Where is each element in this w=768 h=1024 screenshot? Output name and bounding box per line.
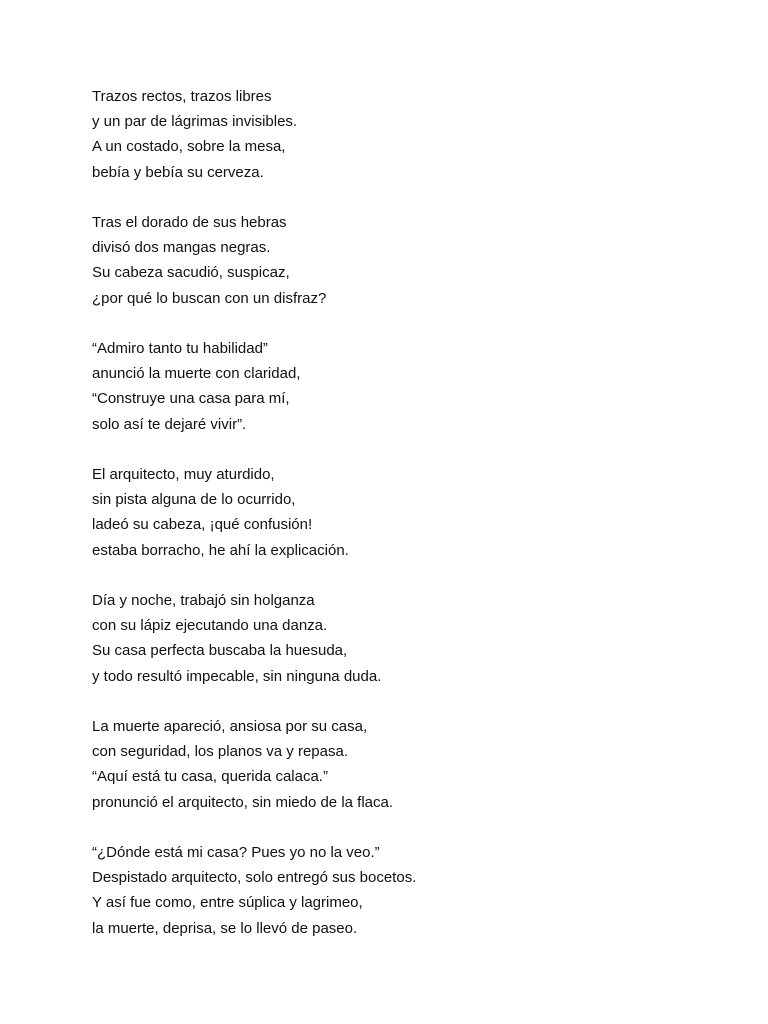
poem-line: Y así fue como, entre súplica y lagrimeo, — [92, 894, 363, 912]
poem-line: con su lápiz ejecutando una danza. — [92, 617, 328, 635]
poem-line: “Admiro tanto tu habilidad” — [92, 340, 268, 357]
poem-line: “¿Dónde está mi casa? Pues yo no la veo.” — [92, 844, 380, 861]
poem-body — [92, 84, 416, 966]
stanza-4 — [92, 462, 416, 563]
poem-line: y un par de lágrimas invisibles. — [92, 113, 298, 131]
poem-line: estaba borracho, he ahí la explicación. — [92, 541, 349, 559]
poem-line: pronunció el arquitecto, sin miedo de la flaca. — [92, 793, 394, 811]
poem-line: sin pista alguna de lo ocurrido, — [92, 491, 296, 509]
stanza-5 — [92, 588, 416, 689]
stanza-6 — [92, 714, 416, 815]
poem-line: La muerte apareció, ansiosa por su casa, — [92, 718, 368, 735]
poem-line: Su cabeza sacudió, suspicaz, — [92, 264, 290, 282]
poem-line: solo así te dejaré vivir”. — [92, 415, 247, 433]
poem-line: El arquitecto, muy aturdido, — [92, 466, 275, 483]
poem-line: Despistado arquitecto, solo entregó sus bocetos. — [92, 869, 417, 887]
poem-line: bebía y bebía su cerveza. — [92, 163, 264, 181]
stanza-1 — [92, 84, 416, 185]
poem-line: A un costado, sobre la mesa, — [92, 138, 286, 156]
poem-line: anunció la muerte con claridad, — [92, 365, 301, 383]
poem-line: divisó dos mangas negras. — [92, 239, 271, 257]
poem-line: con seguridad, los planos va y repasa. — [92, 743, 348, 761]
poem-line: la muerte, deprisa, se lo llevó de paseo. — [92, 919, 358, 937]
poem-line: Tras el dorado de sus hebras — [92, 214, 287, 231]
poem-line: y todo resultó impecable, sin ninguna duda. — [92, 667, 382, 685]
poem-line: ladeó su cabeza, ¡qué confusión! — [92, 516, 313, 534]
poem-line: “Aquí está tu casa, querida calaca.” — [92, 768, 328, 786]
poem-line: “Construye una casa para mí, — [92, 390, 290, 408]
poem-line: Día y noche, trabajó sin holganza — [92, 592, 315, 609]
poem-line: Su casa perfecta buscaba la huesuda, — [92, 642, 348, 660]
stanza-7 — [92, 840, 416, 941]
stanza-2 — [92, 210, 416, 311]
stanza-3 — [92, 336, 416, 437]
poem-line: Trazos rectos, trazos libres — [92, 88, 272, 105]
poem-line: ¿por qué lo buscan con un disfraz? — [92, 289, 327, 307]
